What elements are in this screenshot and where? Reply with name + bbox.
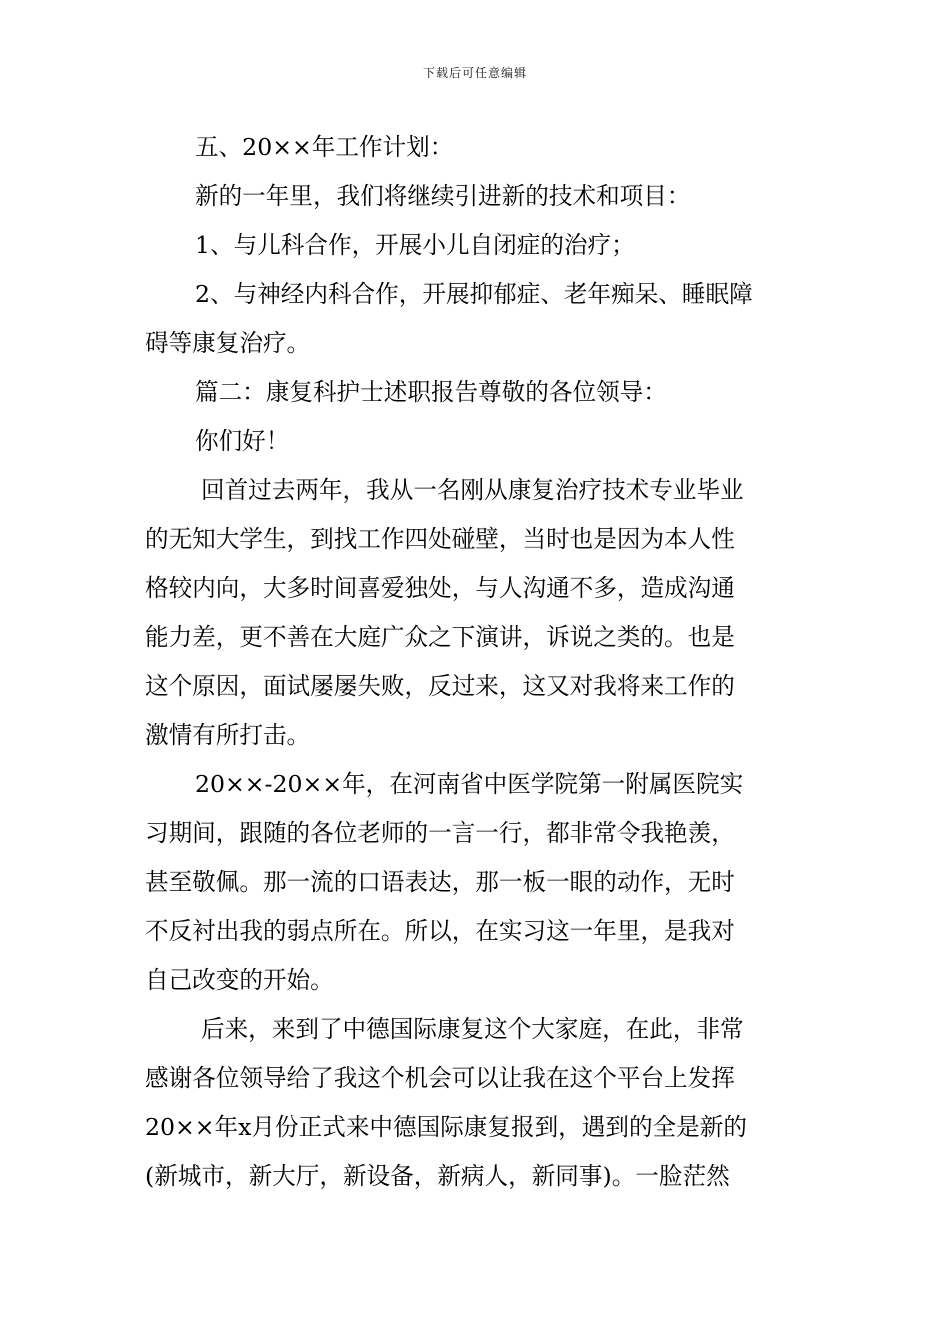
text-line-3: 1、与儿科合作，开展小儿自闭症的治疗； [195,231,635,259]
page-header: 下载后可任意编辑 [422,66,527,80]
text-line-5: 碍等康复治疗。 [145,329,311,357]
text-line-9: 的无知大学生，到找工作四处碰壁，当时也是因为本人性 [145,525,735,553]
text-line-10: 格较内向，大多时间喜爱独处，与人沟通不多，造成沟通 [145,574,735,602]
text-line-18: 自己改变的开始。 [145,966,334,994]
text-line-21: 20××年x月份正式来中德国际康复报到，遇到的全是新的 [145,1113,747,1141]
text-line-11: 能力差，更不善在大庭广众之下演讲，诉说之类的。也是 [145,623,735,651]
text-line-8: 回首过去两年，我从一名刚从康复治疗技术专业毕业 [201,476,744,504]
text-line-1: 五、20××年工作计划： [195,133,454,161]
text-line-4: 2、与神经内科合作，开展抑郁症、老年痴呆、睡眠障 [195,280,753,308]
text-line-2: 新的一年里，我们将继续引进新的技术和项目： [195,182,691,210]
text-line-19: 后来，来到了中德国际康复这个大家庭，在此，非常 [201,1015,744,1043]
text-line-12: 这个原因，面试屡屡失败，反过来，这又对我将来工作的 [145,672,735,700]
greeting-line: 你们好！ [195,427,290,455]
text-line-13: 激情有所打击。 [145,721,311,749]
text-line-16: 甚至敬佩。那一流的口语表达，那一板一眼的动作，无时 [145,868,735,896]
text-line-14: 20××-20××年，在河南省中医学院第一附属医院实 [195,770,744,798]
text-line-15: 习期间，跟随的各位老师的一言一行，都非常令我艳羡， [145,819,735,847]
section-heading-line: 篇二：康复科护士述职报告尊敬的各位领导： [195,378,667,406]
text-line-17: 不反衬出我的弱点所在。所以，在实习这一年里，是我对 [145,917,735,945]
text-line-20: 感谢各位领导给了我这个机会可以让我在这个平台上发挥 [145,1064,735,1092]
document-body [145,123,807,1201]
text-line-22: (新城市，新大厅，新设备，新病人，新同事)。一脸茫然 [145,1162,730,1190]
